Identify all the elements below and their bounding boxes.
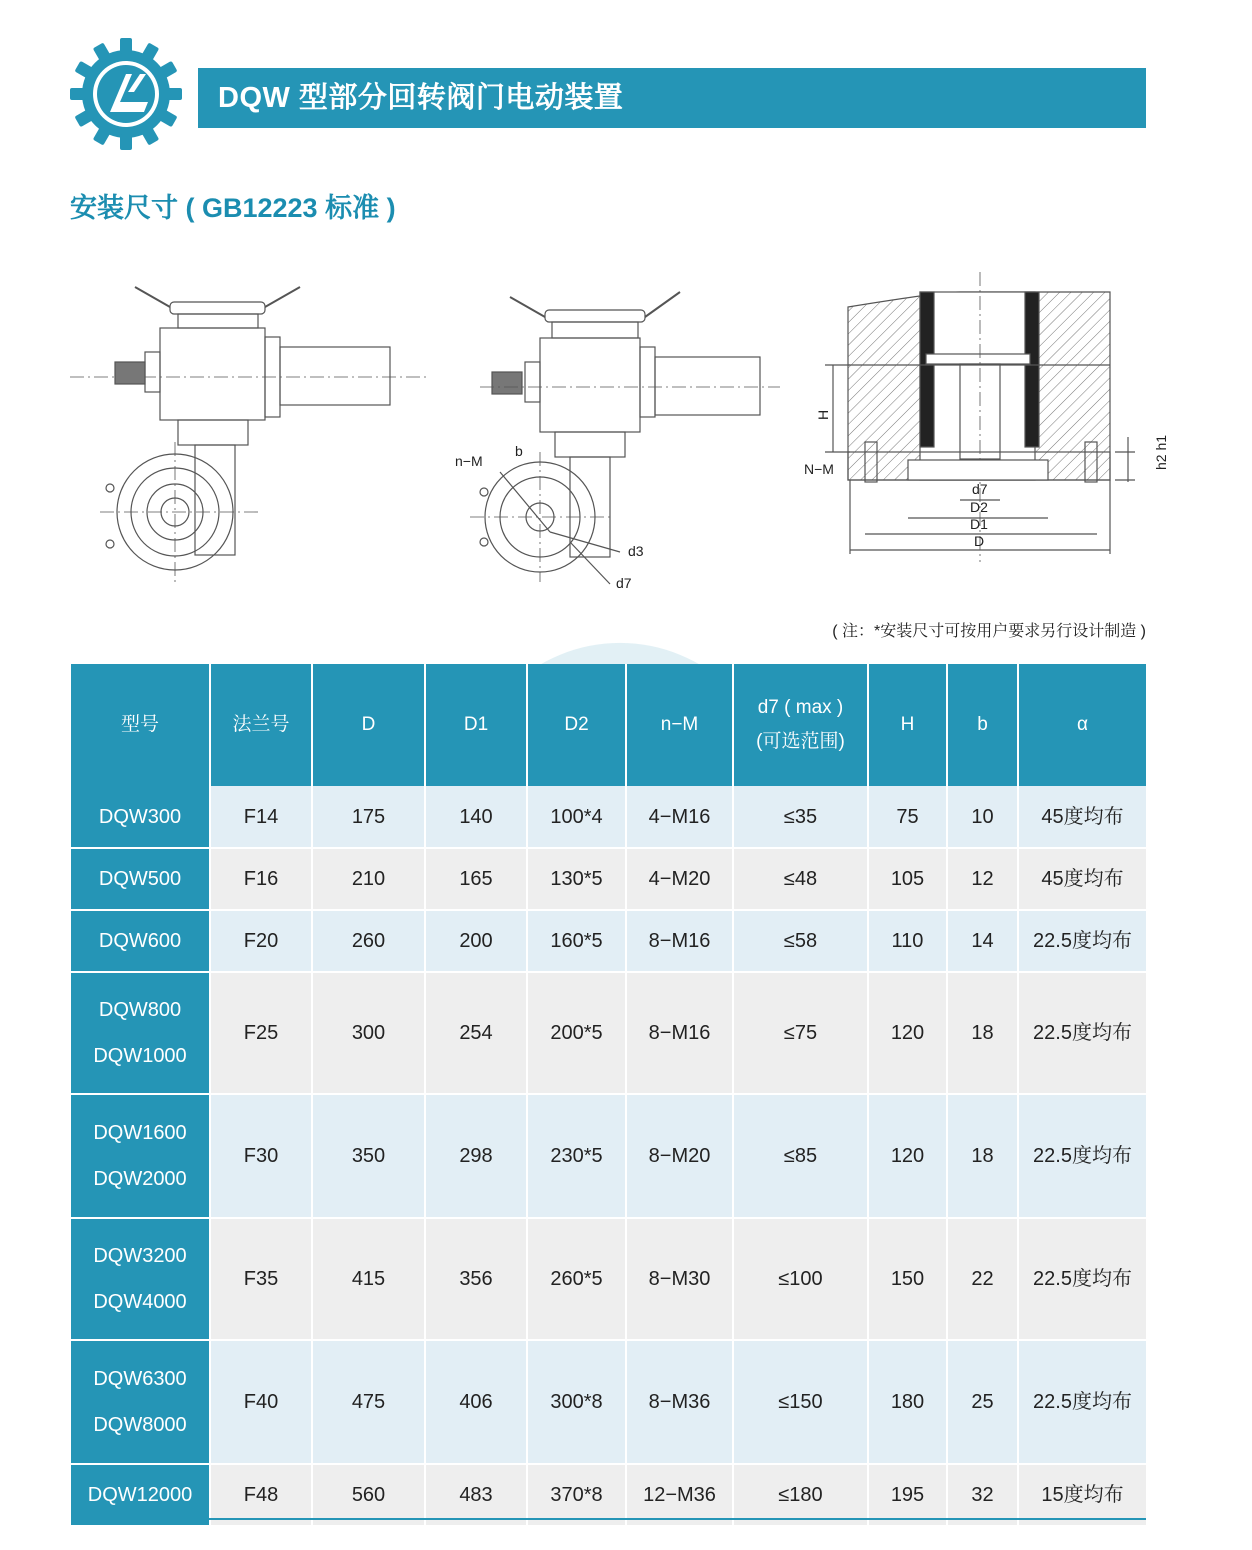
- cell-D2: 130*5: [527, 848, 626, 910]
- spec-table: [71, 664, 1146, 1527]
- cell-b: 10: [947, 786, 1018, 848]
- cell-H: 180: [868, 1340, 947, 1464]
- cell-D1: 165: [425, 848, 527, 910]
- cell-flange: F14: [210, 786, 312, 848]
- model-name: DQW800: [98, 999, 182, 1021]
- cell-alpha: 22.5度均布: [1018, 1340, 1146, 1464]
- model-name: DQW500: [98, 868, 182, 890]
- actuator-front-view: [70, 287, 430, 582]
- model-name: DQW1600: [93, 1122, 187, 1144]
- cell-D1: 356: [425, 1218, 527, 1340]
- cell-D2: 200*5: [527, 972, 626, 1094]
- header-D2: D2: [527, 664, 626, 786]
- cell-H: 150: [868, 1218, 947, 1340]
- cell-flange: F40: [210, 1340, 312, 1464]
- label-D2: D2: [970, 499, 988, 515]
- model-name-secondary: DQW2000: [93, 1168, 187, 1190]
- cell-b: 22: [947, 1218, 1018, 1340]
- company-logo: [70, 38, 182, 150]
- cell-H: 110: [868, 910, 947, 972]
- header-model: 型号: [71, 664, 210, 786]
- label-nm: n−M: [455, 453, 483, 469]
- cell-D2: 230*5: [527, 1094, 626, 1218]
- cell-H: 120: [868, 972, 947, 1094]
- cell-d7: ≤180: [733, 1464, 868, 1526]
- cell-b: 25: [947, 1340, 1018, 1464]
- table-header-row: [71, 664, 1146, 786]
- cell-D: 210: [312, 848, 425, 910]
- actuator-flange-view: [470, 292, 780, 584]
- cell-d7: ≤75: [733, 972, 868, 1094]
- technical-drawings: [60, 262, 1169, 602]
- cell-D: 475: [312, 1340, 425, 1464]
- model-cell: [71, 910, 210, 972]
- cell-alpha: 45度均布: [1018, 848, 1146, 910]
- label-b: b: [515, 443, 523, 459]
- model-cell: [71, 786, 210, 848]
- label-h2h1: h2 h1: [1153, 434, 1169, 470]
- cell-H: 195: [868, 1464, 947, 1526]
- model-cell: [71, 1094, 210, 1218]
- header-H: H: [868, 664, 947, 786]
- cell-nM: 4−M16: [626, 786, 733, 848]
- cell-b: 14: [947, 910, 1018, 972]
- table-row: [71, 1094, 1146, 1218]
- cell-b: 12: [947, 848, 1018, 910]
- label-d7-section: d7: [972, 481, 988, 497]
- model-cell: [71, 1340, 210, 1464]
- cell-nM: 4−M20: [626, 848, 733, 910]
- model-name-secondary: DQW1000: [93, 1045, 187, 1067]
- model-cell: [71, 848, 210, 910]
- cell-nM: 8−M16: [626, 910, 733, 972]
- cell-D: 415: [312, 1218, 425, 1340]
- label-d3: d3: [628, 543, 644, 559]
- cell-D: 560: [312, 1464, 425, 1526]
- model-name: DQW300: [98, 805, 182, 828]
- cell-flange: F20: [210, 910, 312, 972]
- label-D1: D1: [970, 516, 988, 532]
- model-name: DQW600: [98, 930, 182, 952]
- cell-D1: 200: [425, 910, 527, 972]
- table-row: [71, 1464, 1146, 1526]
- table-row: [71, 848, 1146, 910]
- cell-alpha: 22.5度均布: [1018, 1218, 1146, 1340]
- cell-b: 32: [947, 1464, 1018, 1526]
- label-D: D: [974, 533, 985, 549]
- table-row: [71, 786, 1146, 848]
- cell-D: 350: [312, 1094, 425, 1218]
- header-b: b: [947, 664, 1018, 786]
- cell-flange: F30: [210, 1094, 312, 1218]
- section-subtitle: 安装尺寸 ( GB12223 标准 ): [70, 193, 396, 223]
- cell-D1: 406: [425, 1340, 527, 1464]
- cell-nM: 8−M20: [626, 1094, 733, 1218]
- model-cell: [71, 1218, 210, 1340]
- cell-flange: F25: [210, 972, 312, 1094]
- cell-flange: F35: [210, 1218, 312, 1340]
- table-row: [71, 1340, 1146, 1464]
- table-bottom-rule: [71, 1518, 1146, 1520]
- cell-flange: F48: [210, 1464, 312, 1526]
- cell-nM: 8−M36: [626, 1340, 733, 1464]
- cell-D1: 298: [425, 1094, 527, 1218]
- footnote: ( 注：*安装尺寸可按用户要求另行设计制造 ): [832, 623, 1146, 640]
- table-row: [71, 1218, 1146, 1340]
- table-row: [71, 910, 1146, 972]
- cell-nM: 8−M16: [626, 972, 733, 1094]
- cell-b: 18: [947, 1094, 1018, 1218]
- cell-H: 120: [868, 1094, 947, 1218]
- cell-alpha: 22.5度均布: [1018, 972, 1146, 1094]
- cell-D: 300: [312, 972, 425, 1094]
- cell-alpha: 45度均布: [1018, 786, 1146, 848]
- cell-nM: 12−M36: [626, 1464, 733, 1526]
- cell-D2: 300*8: [527, 1340, 626, 1464]
- cell-alpha: 15度均布: [1018, 1464, 1146, 1526]
- table-row: [71, 972, 1146, 1094]
- cell-H: 75: [868, 786, 947, 848]
- label-d7: d7: [616, 575, 632, 591]
- cell-d7: ≤85: [733, 1094, 868, 1218]
- header-d7-line2: (可选范围): [756, 731, 845, 752]
- title-bar: [198, 68, 1146, 128]
- model-name: DQW6300: [93, 1368, 187, 1390]
- model-cell: [71, 1464, 210, 1526]
- header-d7: [733, 664, 868, 786]
- cell-d7: ≤150: [733, 1340, 868, 1464]
- model-name-secondary: DQW4000: [93, 1291, 187, 1313]
- cell-D1: 483: [425, 1464, 527, 1526]
- cell-d7: ≤48: [733, 848, 868, 910]
- cell-D: 175: [312, 786, 425, 848]
- cell-D2: 100*4: [527, 786, 626, 848]
- header-D: D: [312, 664, 425, 786]
- model-name: DQW12000: [87, 1484, 193, 1506]
- cell-D2: 160*5: [527, 910, 626, 972]
- header-flange: 法兰号: [210, 664, 312, 786]
- cell-D2: 260*5: [527, 1218, 626, 1340]
- cell-H: 105: [868, 848, 947, 910]
- label-NM: N−M: [804, 461, 834, 477]
- cell-alpha: 22.5度均布: [1018, 910, 1146, 972]
- model-cell: [71, 972, 210, 1094]
- label-H: H: [815, 409, 831, 420]
- cell-flange: F16: [210, 848, 312, 910]
- header-alpha: α: [1018, 664, 1146, 786]
- model-name-secondary: DQW8000: [93, 1414, 187, 1436]
- cell-d7: ≤35: [733, 786, 868, 848]
- cell-nM: 8−M30: [626, 1218, 733, 1340]
- cell-d7: ≤58: [733, 910, 868, 972]
- page-title: DQW 型部分回转阀门电动装置: [218, 82, 624, 114]
- cell-alpha: 22.5度均布: [1018, 1094, 1146, 1218]
- cell-b: 18: [947, 972, 1018, 1094]
- cell-d7: ≤100: [733, 1218, 868, 1340]
- cell-D2: 370*8: [527, 1464, 626, 1526]
- cell-D1: 140: [425, 786, 527, 848]
- header-nM: n−M: [626, 664, 733, 786]
- cell-D: 260: [312, 910, 425, 972]
- header-d7-line1: d7 ( max ): [757, 697, 844, 718]
- model-name: DQW3200: [93, 1245, 187, 1267]
- header-D1: D1: [425, 664, 527, 786]
- cell-D1: 254: [425, 972, 527, 1094]
